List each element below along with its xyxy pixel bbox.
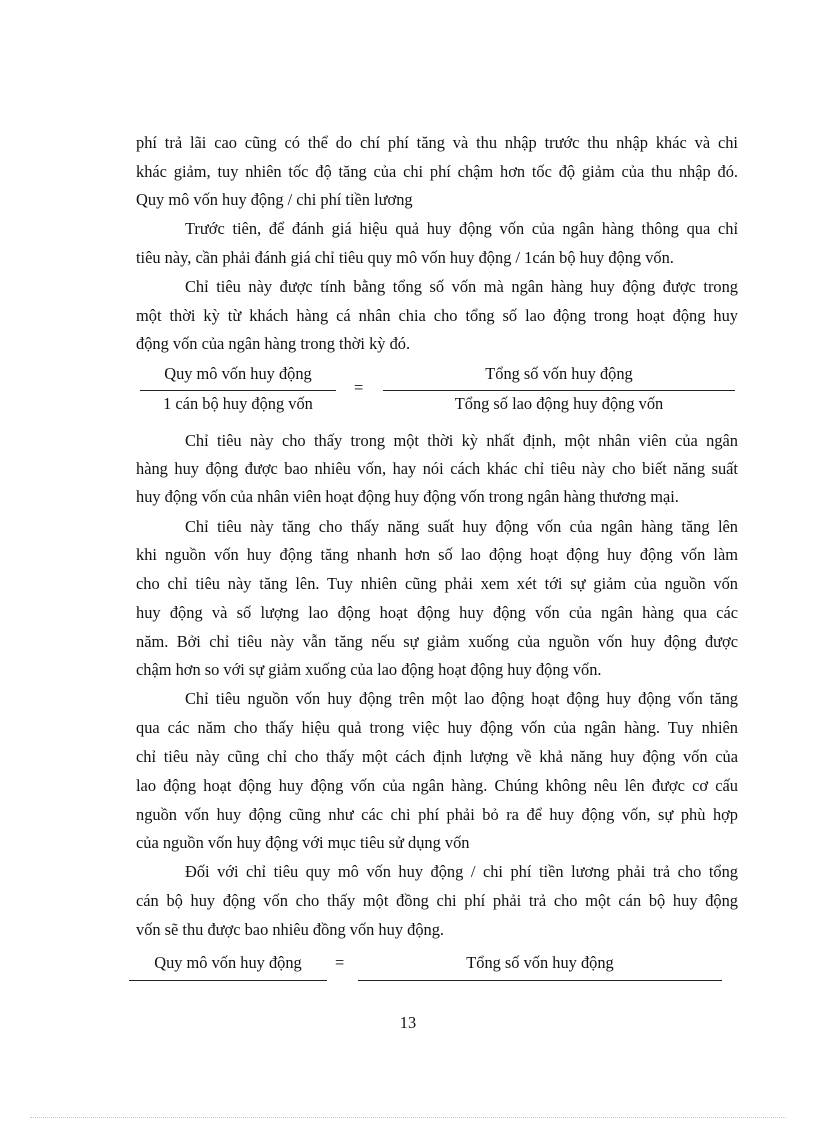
text-line: một thời kỳ từ khách hàng cá nhân chia cho tổng số lao động trong hoạt động huy: [136, 306, 738, 325]
equals-sign: =: [335, 953, 345, 972]
text-line: phí trả lãi cao cũng có thể do chí phí tăng và thu nhập trước thu nhập khác và chi: [136, 133, 738, 152]
text-line: Chỉ tiêu này cho thấy trong một thời kỳ nhất định, một nhân viên của ngân: [185, 431, 738, 450]
text-line: huy động vốn của nhân viên hoạt động huy động vốn trong ngân hàng thương mại.: [136, 487, 679, 506]
fraction-bar: [383, 390, 735, 391]
text-line: qua các năm cho thấy hiệu quả trong việc huy động vốn của ngân hàng. Tuy nhiên: [136, 718, 738, 737]
text-line: Chỉ tiêu nguồn vốn huy động trên một lao động hoạt động huy động vốn tăng: [185, 689, 738, 708]
text-line: cho chỉ tiêu này tăng lên. Tuy nhiên cũng phải xem xét tới sự giảm của nguồn vốn: [136, 574, 738, 593]
text-line: lao động hoạt động huy động vốn của ngân hàng. Chúng không nêu lên được cơ cấu: [136, 776, 738, 795]
text-line: chậm hơn so với sự giảm xuống của lao động hoạt động huy động vốn.: [136, 660, 602, 679]
formula-left-denominator: 1 cán bộ huy động vốn: [163, 394, 313, 413]
text-line: Đối với chỉ tiêu quy mô vốn huy động / chi phí tiền lương phải trả cho tổng: [185, 862, 738, 881]
text-line: nguồn vốn huy động cũng như các chi phí phải bỏ ra để huy động vốn, sự phù hợp: [136, 805, 738, 824]
text-line: Chỉ tiêu này tăng cho thấy năng suất huy động vốn của ngân hàng tăng lên: [185, 517, 738, 536]
text-line: cán bộ huy động vốn cho thấy một đồng chi phí phải trả cho một cán bộ huy động: [136, 891, 738, 910]
formula-right-numerator: Tổng số vốn huy động: [485, 364, 633, 383]
equals-sign: =: [354, 378, 364, 397]
text-line: Trước tiên, để đánh giá hiệu quả huy động vốn của ngân hàng thông qua chỉ: [185, 219, 738, 238]
page-border-dotted: [30, 1117, 786, 1118]
text-line: Chỉ tiêu này được tính bằng tổng số vốn mà ngân hàng huy động được trong: [185, 277, 738, 296]
text-line: khác giảm, tuy nhiên tốc độ tăng của chi phí chậm hơn tốc độ giảm của thu nhập đó.: [136, 162, 738, 181]
text-line: Quy mô vốn huy động / chi phí tiền lương: [136, 190, 413, 209]
page-number: 13: [399, 1013, 417, 1032]
text-line: vốn sẽ thu được bao nhiêu đồng vốn huy động.: [136, 920, 444, 939]
formula-right-numerator: Tổng số vốn huy động: [466, 953, 614, 972]
fraction-bar: [358, 980, 722, 981]
text-line: tiêu này, cần phải đánh giá chỉ tiêu quy mô vốn huy động / 1cán bộ huy động vốn.: [136, 248, 674, 267]
text-line: huy động và số lượng lao động hoạt động huy động vốn của ngân hàng qua các: [136, 603, 738, 622]
fraction-bar: [140, 390, 336, 391]
text-line: chỉ tiêu này cũng chỉ cho thấy một cách định lượng về khả năng huy động vốn của: [136, 747, 738, 766]
text-line: hàng huy động được bao nhiêu vốn, hay nói cách khác chỉ tiêu này cho biết năng suất: [136, 459, 738, 478]
formula-left-numerator: Quy mô vốn huy động: [164, 364, 312, 383]
text-line: năm. Bởi chỉ tiêu này vẫn tăng nếu sự giảm xuống của nguồn vốn huy động được: [136, 632, 738, 651]
fraction-bar: [129, 980, 327, 981]
formula-right-denominator: Tổng số lao động huy động vốn: [454, 394, 664, 413]
text-line: khi nguồn vốn huy động tăng nhanh hơn số lao động hoạt động huy động vốn làm: [136, 545, 738, 564]
text-line: động vốn của ngân hàng trong thời kỳ đó.: [136, 334, 411, 353]
formula-left-numerator: Quy mô vốn huy động: [154, 953, 302, 972]
text-line: của nguồn vốn huy động với mục tiêu sử dụng vốn: [136, 833, 470, 852]
